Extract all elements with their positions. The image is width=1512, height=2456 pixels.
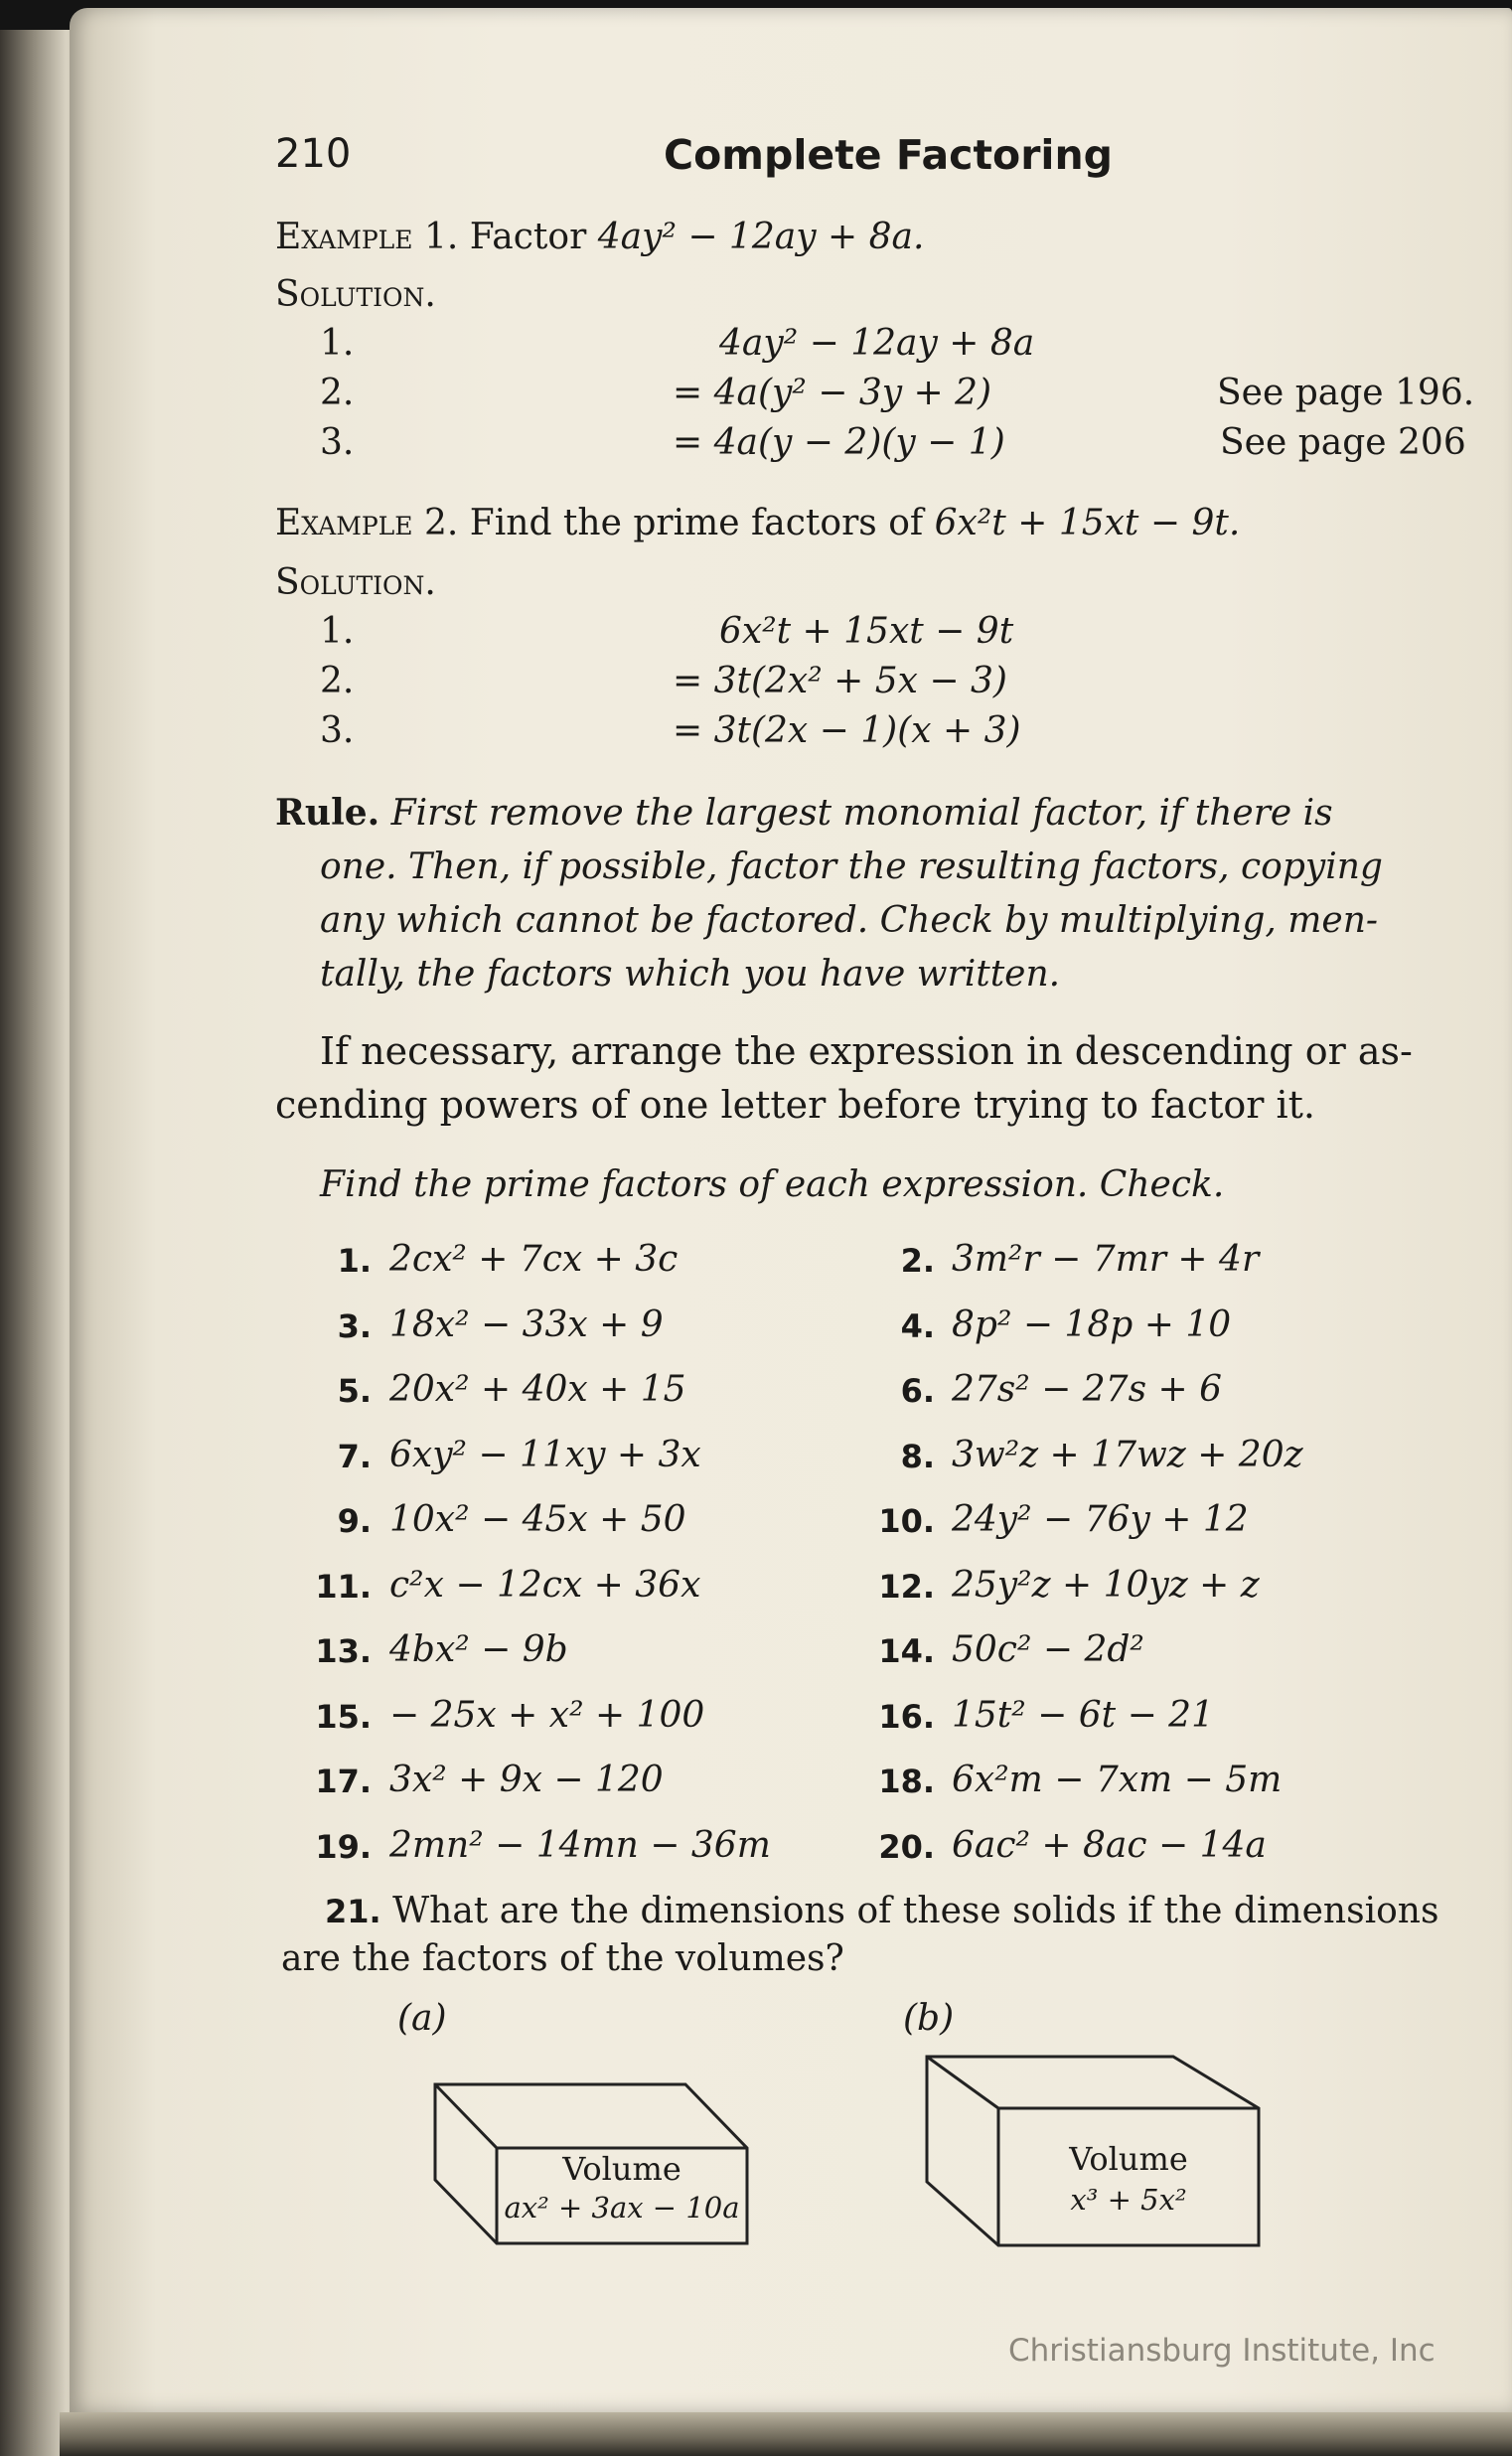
exercise-expression: 6x²m − 7xm − 5m xyxy=(952,1760,1283,1800)
example1-heading xyxy=(275,217,924,257)
example1-expression: 4ay² − 12ay + 8a. xyxy=(597,217,925,257)
example1-text: Factor xyxy=(469,217,587,257)
box-b-volume-label: Volume xyxy=(1069,2140,1188,2178)
exercise-number: 1. xyxy=(337,1242,372,1280)
exercise-expression: 15t² − 6t − 21 xyxy=(952,1695,1214,1736)
page-number: 210 xyxy=(275,131,352,177)
rule-line xyxy=(275,787,1333,840)
example1-step-number: 3. xyxy=(320,422,355,463)
exercise-number: 9. xyxy=(337,1502,372,1540)
exercise-expression: − 25x + x² + 100 xyxy=(389,1695,705,1736)
box-a-edge xyxy=(435,2084,497,2148)
exercise-expression: 27s² − 27s + 6 xyxy=(952,1369,1223,1410)
exercise-number: 15. xyxy=(315,1698,372,1736)
example2-heading xyxy=(275,503,1240,543)
box-a-volume-label: Volume xyxy=(562,2150,681,2188)
exercise-expression: c²x − 12cx + 36x xyxy=(389,1565,701,1606)
book-page xyxy=(70,8,1512,2412)
exercise-number: 13. xyxy=(315,1632,372,1670)
watermark: Christiansburg Institute, Inc xyxy=(1008,2333,1436,2369)
rule-line: one. Then, if possible, factor the resulting factors, copying xyxy=(320,846,1383,887)
exercise-number: 12. xyxy=(878,1568,935,1606)
exercise-number: 4. xyxy=(900,1307,935,1345)
exercise-expression: 3x² + 9x − 120 xyxy=(389,1760,664,1800)
exercise-expression: 4bx² − 9b xyxy=(389,1629,568,1670)
exercise-number: 7. xyxy=(337,1438,372,1475)
problem21-line: are the factors of the volumes? xyxy=(281,1938,844,1979)
exercise-expression: 24y² − 76y + 12 xyxy=(952,1499,1249,1540)
box-a-volume-expression: ax² + 3ax − 10a xyxy=(504,2191,740,2225)
example1-step-expression: 4ay² − 12ay + 8a xyxy=(719,323,1035,364)
example2-step-number: 3. xyxy=(320,710,355,751)
box-b-edge xyxy=(927,2057,998,2108)
exercise-expression: 6xy² − 11xy + 3x xyxy=(389,1435,701,1475)
example2-expression: 6x²t + 15xt − 9t. xyxy=(934,503,1241,543)
example1-step-expression: = 4a(y² − 3y + 2) xyxy=(673,373,992,413)
exercise-number: 18. xyxy=(878,1763,935,1800)
rule-line: tally, the factors which you have written. xyxy=(320,954,1061,995)
exercise-expression: 10x² − 45x + 50 xyxy=(389,1499,686,1540)
exercise-number: 2. xyxy=(900,1242,935,1280)
note-line: If necessary, arrange the expression in descending or as- xyxy=(320,1029,1413,1073)
exercise-number: 14. xyxy=(878,1632,935,1670)
example2-step-expression: = 3t(2x² + 5x − 3) xyxy=(673,661,1007,701)
figure-b-label: (b) xyxy=(903,1998,955,2039)
exercise-number: 19. xyxy=(315,1828,372,1866)
example2-step-expression: 6x²t + 15xt − 9t xyxy=(719,611,1014,652)
example2-step-number: 1. xyxy=(320,611,355,652)
example1-label: Example 1. xyxy=(275,217,459,257)
problem21-text: What are the dimensions of these solids if the dimensions xyxy=(392,1891,1439,1931)
exercise-expression: 2mn² − 14mn − 36m xyxy=(389,1825,771,1866)
exercise-expression: 3m²r − 7mr + 4r xyxy=(952,1239,1260,1280)
exercise-instruction: Find the prime factors of each expression. Check. xyxy=(320,1164,1225,1205)
exercise-number: 3. xyxy=(337,1307,372,1345)
exercise-expression: 18x² − 33x + 9 xyxy=(389,1305,664,1345)
example1-step-note: See page 206 xyxy=(1220,422,1466,463)
example2-step-expression: = 3t(2x − 1)(x + 3) xyxy=(673,710,1021,751)
exercise-number: 6. xyxy=(900,1372,935,1410)
exercise-number: 10. xyxy=(878,1502,935,1540)
example1-solution-label: Solution. xyxy=(275,274,436,315)
exercise-expression: 2cx² + 7cx + 3c xyxy=(389,1239,679,1280)
exercise-number: 16. xyxy=(878,1698,935,1736)
figure-a-label: (a) xyxy=(397,1998,447,2039)
rule-line: any which cannot be factored. Check by multiplying, men- xyxy=(320,900,1379,941)
exercise-number: 8. xyxy=(900,1438,935,1475)
exercise-number: 17. xyxy=(315,1763,372,1800)
exercise-expression: 3w²z + 17wz + 20z xyxy=(952,1435,1303,1475)
exercise-number: 5. xyxy=(337,1372,372,1410)
example1-step-number: 1. xyxy=(320,323,355,364)
example2-solution-label: Solution. xyxy=(275,562,436,603)
exercise-expression: 6ac² + 8ac − 14a xyxy=(952,1825,1267,1866)
note-line: cending powers of one letter before trying to factor it. xyxy=(275,1083,1315,1127)
problem21-number: 21. xyxy=(325,1893,381,1930)
exercise-expression: 50c² − 2d² xyxy=(952,1629,1144,1670)
book-edge-bottom xyxy=(60,2412,1512,2456)
example2-text: Find the prime factors of xyxy=(469,503,924,543)
example1-step-expression: = 4a(y − 2)(y − 1) xyxy=(673,422,1005,463)
example1-step-number: 2. xyxy=(320,373,355,413)
box-b-volume-expression: x³ + 5x² xyxy=(1070,2183,1187,2217)
exercise-expression: 8p² − 18p + 10 xyxy=(952,1305,1232,1345)
example2-step-number: 2. xyxy=(320,661,355,701)
rule-text: First remove the largest monomial factor, if there is xyxy=(390,793,1333,834)
rule-label: Rule. xyxy=(275,792,380,834)
exercise-expression: 25y²z + 10yz + z xyxy=(952,1565,1260,1606)
problem21-line xyxy=(325,1891,1438,1931)
example2-label: Example 2. xyxy=(275,503,459,543)
page-title: Complete Factoring xyxy=(664,131,1114,179)
exercise-expression: 20x² + 40x + 15 xyxy=(389,1369,686,1410)
exercise-number: 20. xyxy=(878,1828,935,1866)
exercise-number: 11. xyxy=(315,1568,372,1606)
example1-step-note: See page 196. xyxy=(1217,373,1475,413)
